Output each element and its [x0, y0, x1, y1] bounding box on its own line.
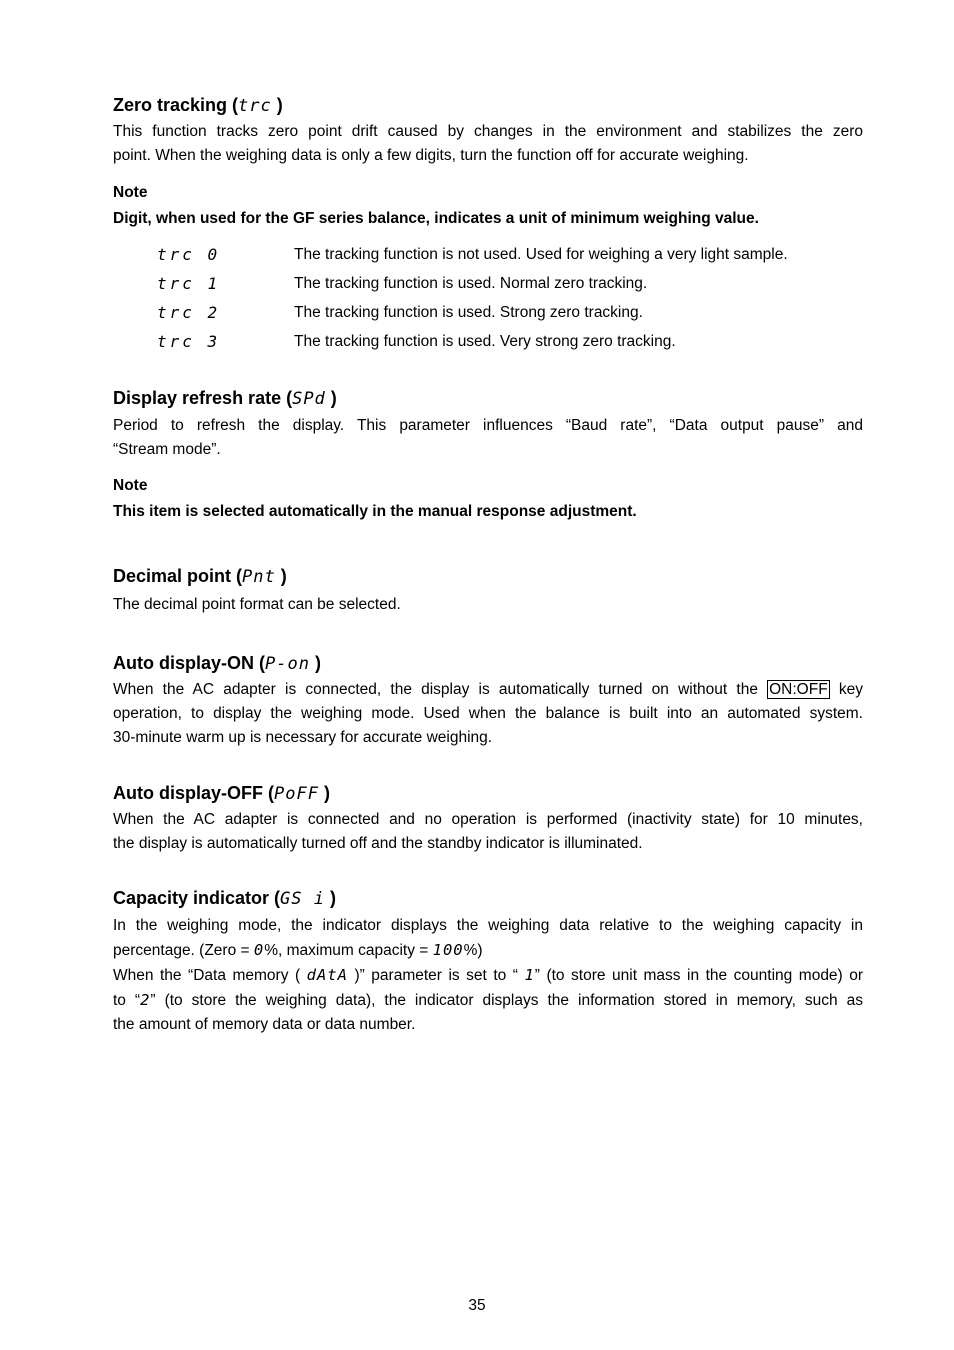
segment-code: 0 [253, 941, 265, 959]
paragraph-line: 30-minute warm up is necessary for accurate weighing. [113, 729, 493, 746]
heading-text: Auto display-ON ( [113, 653, 265, 673]
segment-code: PoFF [274, 784, 319, 804]
paragraph-line [113, 988, 863, 1013]
option-desc: The tracking function is used. Very strong zero tracking. [294, 333, 676, 350]
option-desc: The tracking function is not used. Used for weighing a very light sample. [294, 246, 788, 263]
text-span: When the AC adapter is connected, the display is automatically turned on without the [113, 681, 768, 698]
segment-code: GS i [280, 889, 325, 909]
display-refresh-paragraph [113, 414, 863, 462]
paragraph-line: “Stream mode”. [113, 441, 221, 458]
note-label: Note [113, 477, 148, 494]
auto-on-paragraph [113, 678, 863, 750]
segment-code: dAtA [306, 966, 348, 984]
paragraph-line: The decimal point format can be selected. [113, 596, 401, 613]
paragraph-line: the display is automatically turned off and the standby indicator is illuminated. [113, 835, 643, 852]
display-refresh-heading [113, 387, 337, 410]
heading-close: ) [275, 566, 287, 586]
capacity-paragraph [113, 914, 863, 1037]
segment-code: P-on [265, 654, 310, 674]
segment-code: 1 [524, 966, 535, 984]
paragraph-line [113, 678, 863, 702]
text-span: to “ [113, 992, 141, 1009]
paragraph-line [113, 938, 863, 963]
text-span: %, maximum capacity = [264, 942, 433, 959]
heading-text: Auto display-OFF ( [113, 783, 274, 803]
text-span: %) [463, 942, 483, 959]
option-code: trc 1 [157, 274, 221, 293]
heading-text: Decimal point ( [113, 566, 243, 586]
text-span: percentage. (Zero = [113, 942, 254, 959]
page-number: 35 [468, 1297, 486, 1314]
segment-code: SPd [292, 389, 326, 409]
decimal-point-paragraph [113, 593, 863, 617]
heading-close: ) [271, 95, 283, 115]
segment-code: trc [238, 96, 272, 116]
heading-close: ) [325, 888, 336, 908]
option-code: trc 2 [157, 303, 221, 322]
heading-text: Capacity indicator ( [113, 888, 281, 908]
decimal-point-heading [113, 565, 287, 588]
option-desc: The tracking function is used. Strong zero tracking. [294, 304, 643, 321]
option-desc: The tracking function is used. Normal zero tracking. [294, 275, 648, 292]
heading-text: Zero tracking ( [113, 95, 239, 115]
zero-tracking-heading [113, 94, 283, 117]
paragraph-line: When the AC adapter is connected and no operation is performed (inactivity state) for 10 minutes, [113, 811, 863, 828]
note-text: This item is selected automatically in the manual response adjustment. [113, 503, 637, 520]
paragraph-line: Period to refresh the display. This parameter influences “Baud rate”, “Data output pause” and [113, 417, 863, 434]
paragraph-line: This function tracks zero point drift caused by changes in the environment and stabilizes the zero [113, 123, 863, 140]
auto-on-heading [113, 652, 321, 675]
paragraph-line: In the weighing mode, the indicator displays the weighing data relative to the weighing capacity in [113, 917, 863, 934]
zero-tracking-paragraph [113, 120, 863, 168]
segment-code: 100 [432, 941, 464, 959]
paragraph-line: operation, to display the weighing mode. Used when the balance is built into an automated system. [113, 705, 863, 722]
segment-code: 2 [140, 991, 151, 1009]
heading-close: ) [318, 783, 330, 803]
heading-close: ) [325, 388, 337, 408]
text-span: When the “Data memory ( [113, 967, 307, 984]
on-off-key-label: ON:OFF [769, 681, 828, 698]
capacity-heading [113, 887, 336, 910]
note-label: Note [113, 184, 148, 201]
heading-close: ) [309, 653, 321, 673]
auto-off-paragraph [113, 808, 863, 856]
option-code: trc 3 [157, 332, 221, 351]
text-span: ” (to store unit mass in the counting mode) or [534, 967, 864, 984]
auto-off-heading [113, 782, 330, 805]
segment-code: Pnt [242, 567, 276, 587]
text-span: ” (to store the weighing data), the indicator displays the information stored in memory, such as [150, 992, 863, 1009]
paragraph-line: the amount of memory data or data number. [113, 1016, 416, 1033]
text-span: key [829, 681, 863, 698]
paragraph-line [113, 963, 863, 988]
text-span: )” parameter is set to “ [347, 967, 525, 984]
heading-text: Display refresh rate ( [113, 388, 293, 408]
note-text: Digit, when used for the GF series balance, indicates a unit of minimum weighing value. [113, 210, 759, 227]
option-code: trc 0 [157, 245, 221, 264]
paragraph-line: point. When the weighing data is only a few digits, turn the function off for accurate weighing. [113, 147, 749, 164]
